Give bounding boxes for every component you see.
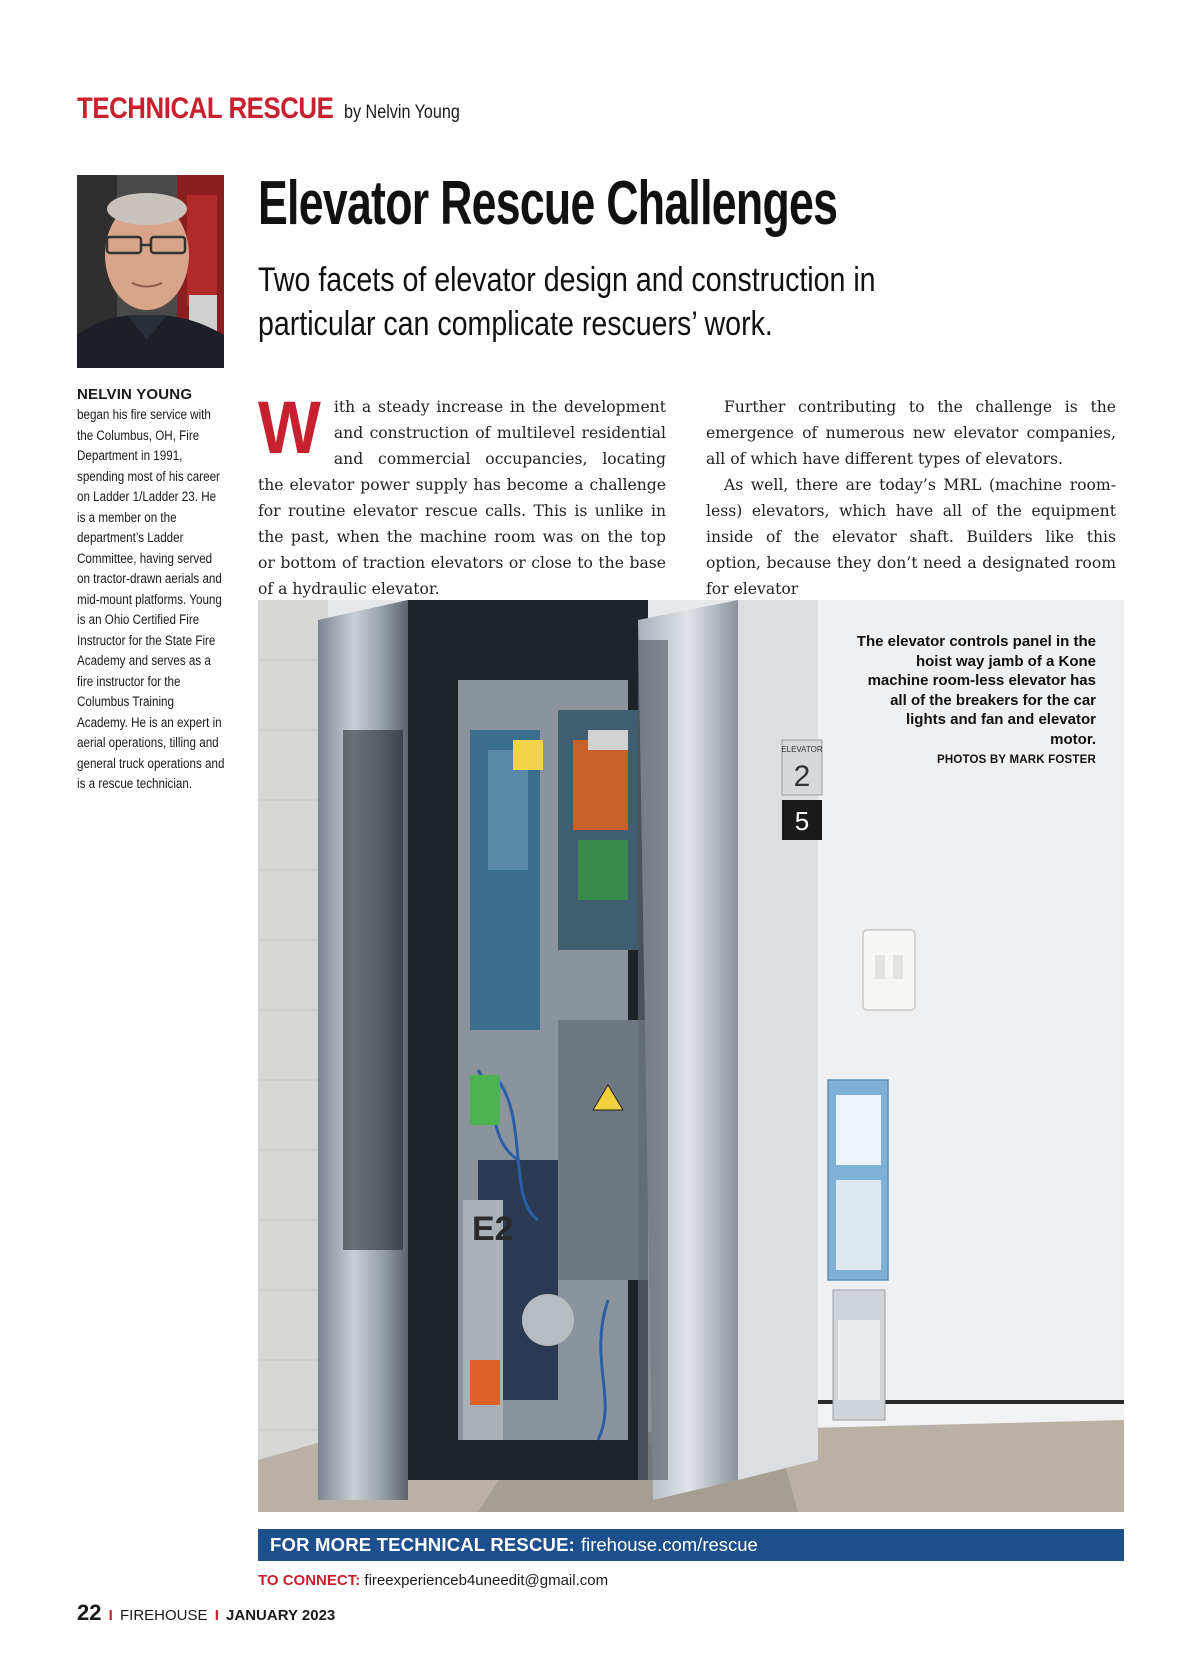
- caption-text: The elevator controls panel in the hoist way jamb of a Kone machine room-less elevator has all of the breakers for the car lights and fan and elevator motor.: [856, 633, 1096, 748]
- author-portrait-image: [77, 175, 224, 368]
- issue-date: JANUARY 2023: [226, 1607, 336, 1624]
- more-info-label: FOR MORE TECHNICAL RESCUE:: [270, 1534, 575, 1555]
- article-title: Elevator Rescue Challenges: [258, 169, 838, 238]
- page-number: 22: [77, 1600, 102, 1625]
- connect-line: [258, 1572, 608, 1589]
- paragraph-text: ith a steady increase in the development and construction of multilevel residential and commercial occupancies, locating the elevator power supply has become a challenge for routine elevator rescue calls. This is unlike in the past, when the machine room was on the top or bottom of traction elevators or close to the base of a hydraulic elevator.: [258, 398, 666, 598]
- elevator-sign-label: ELEVATOR: [781, 745, 823, 754]
- drop-cap: W: [258, 386, 321, 469]
- page-folio: [77, 1600, 335, 1626]
- author-bio: [77, 386, 237, 795]
- folio-separator: I: [214, 1607, 219, 1624]
- section-header: [77, 92, 480, 126]
- article-paragraph: As well, there are today’s MRL (machine room-less) elevators, which have all of the equipment inside of the elevator shaft. Builders like this option, because they don’t need a designated room for elevator: [706, 476, 1116, 598]
- article-paragraph: [258, 386, 666, 602]
- byline: by Nelvin Young: [343, 102, 460, 123]
- photo-caption: [856, 632, 1096, 771]
- connect-label: TO CONNECT:: [258, 1572, 361, 1589]
- author-bio-text: began his fire service with the Columbus, OH, Fire Department in 1991, spending most of his career on Ladder 1/Ladder 23. He is a member on the department’s Ladder Committee, having served on tractor-drawn aerials and mid-mount platforms. Young is an Ohio Certified Fire Instructor for the State Fire Academy and serves as a fire instructor for the Columbus Training Academy. He is an expert in aerial operations, tilling and general truck operations and is a rescue technician.: [77, 407, 225, 792]
- author-name: NELVIN YOUNG: [77, 386, 193, 403]
- article-photo: [258, 600, 1124, 1512]
- photo-credit: PHOTOS BY MARK FOSTER: [936, 754, 1096, 766]
- folio-separator: I: [108, 1607, 113, 1624]
- section-label: TECHNICAL RESCUE: [77, 92, 334, 125]
- article-deck: Two facets of elevator design and construction in particular can complicate rescuers’ work.: [258, 261, 876, 343]
- jamb-marking: E2: [472, 1210, 514, 1248]
- elevator-sign-number: 2: [793, 760, 811, 793]
- article-column-1: [258, 386, 666, 602]
- floor-number: 5: [794, 806, 810, 836]
- magazine-name: FIREHOUSE: [120, 1607, 208, 1624]
- more-info-bar: [258, 1529, 1124, 1561]
- more-info-link[interactable]: firehouse.com/rescue: [580, 1534, 758, 1555]
- author-headshot: [77, 175, 224, 368]
- article-column-2: [706, 394, 1116, 602]
- article-paragraph: Further contributing to the challenge is the emergence of numerous new elevator companies, all of which have different types of elevators.: [706, 398, 1116, 468]
- connect-email-link[interactable]: fireexperienceb4uneedit@gmail.com: [364, 1572, 609, 1589]
